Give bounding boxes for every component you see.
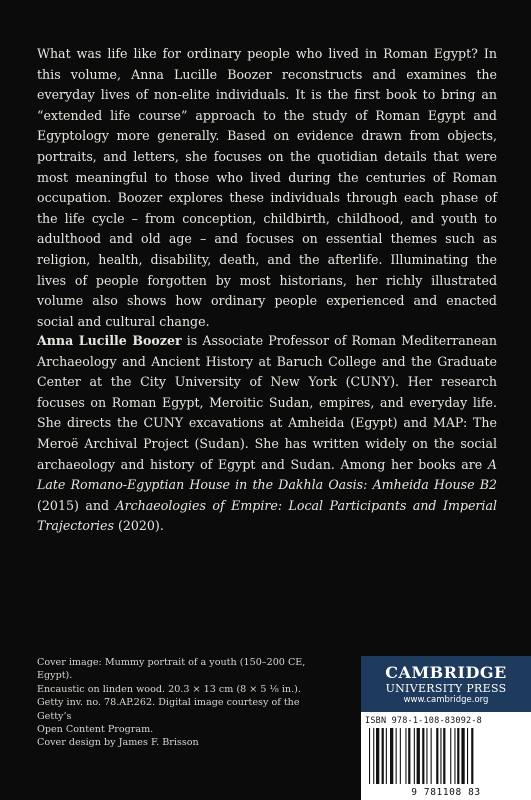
barcode-bar [467, 728, 468, 784]
barcode-bar [408, 728, 410, 784]
publisher-block [361, 656, 531, 800]
barcode-bar [431, 728, 432, 784]
bio-text-2: (2015) and [37, 497, 116, 513]
barcode-bar [417, 728, 420, 784]
barcode-bar [422, 728, 424, 784]
book-title-1: A Late Romano-Egyptian House in the Dakhla Oasis: Amheida House B2 [37, 456, 497, 493]
barcode-bar [440, 728, 441, 784]
barcode-bar [386, 728, 387, 784]
credit-line: Cover image: Mummy portrait of a youth (150–200 CE, Egypt). [37, 657, 306, 682]
author-name: Anna Lucille Boozer [37, 333, 182, 348]
barcode-bar [436, 728, 438, 784]
publisher-logo [361, 656, 531, 712]
barcode-bar [457, 728, 459, 784]
barcode-bar [443, 728, 445, 784]
barcode-bar [396, 728, 397, 784]
barcode-bar [450, 728, 451, 784]
credit-line: Encaustic on linden wood. 20.3 × 13 cm (8 × 5 ⅛ in.). [37, 683, 301, 695]
credit-line: Getty inv. no. 78.AP.262. Digital image courtesy of the Getty’s [37, 697, 300, 722]
publisher-url: www.cambridge.org [403, 695, 489, 705]
publisher-name: CAMBRIDGE [385, 663, 507, 682]
barcode-bar [471, 728, 473, 784]
bio-text-1: is Associate Professor of Roman Mediterranean Archaeology and Ancient History at Baruch College and the Graduate Center at the City University of New York (CUNY). Her research focuses on Roman Egypt, Meroitic Sudan, empires, and everyday life. She directs the CUNY excavations at Amheida (Egypt) and MAP: The Meroë Archival Project (Sudan). She has written widely on the social archaeology and history of Egypt and Sudan. Among her books are [37, 333, 497, 472]
barcode-bar [426, 728, 427, 784]
barcode-digits: 9 781108 83 [411, 787, 481, 798]
book-title-2: Archaeologies of Empire: Local Participants and Imperial Trajectories [37, 497, 497, 534]
barcode-bar [382, 728, 384, 784]
book-blurb: What was life like for ordinary people who lived in Roman Egypt? In this volume, Anna Lucille Boozer reconstructs and examines the everyday lives of non-elite individuals. It is the first book to bring an “extended life course” approach to the study of Roman Egypt and Egyptology more generally. Based on evidence drawn from objects, portraits, and letters, she focuses on the quotidian details that were most meaningful to those who lived during the centuries of Roman occupation. Boozer explores these individuals through each phase of the life cycle – from conception, childbirth, childhood, and youth to adulthood and old age – and focuses on essential themes such as religion, health, disability, death, and the afterlife. Illuminating the lives of people forgotten by most historians, her richly illustrated volume also shows how ordinary people experienced and enacted social and cultural change. [37, 46, 497, 329]
barcode-bar [373, 728, 374, 784]
barcode-bar [414, 728, 415, 784]
isbn-label: ISBN 978-1-108-83092-8 [365, 716, 482, 726]
barcode-bar [405, 728, 406, 784]
barcode-icon [367, 728, 517, 784]
barcode-bar [376, 728, 379, 784]
barcode-bar [454, 728, 455, 784]
cover-design-credit: Cover design by James F. Brisson [37, 737, 199, 748]
barcode-bar [369, 728, 370, 784]
barcode-bar [461, 728, 464, 784]
publisher-subtitle: UNIVERSITY PRESS [385, 682, 507, 695]
barcode-bar [390, 728, 393, 784]
bio-text-3: (2020). [113, 518, 164, 534]
cover-image-credits [37, 656, 337, 736]
credit-line: Open Content Program. [37, 724, 154, 736]
barcode-bar [400, 728, 401, 784]
author-bio [37, 331, 497, 537]
